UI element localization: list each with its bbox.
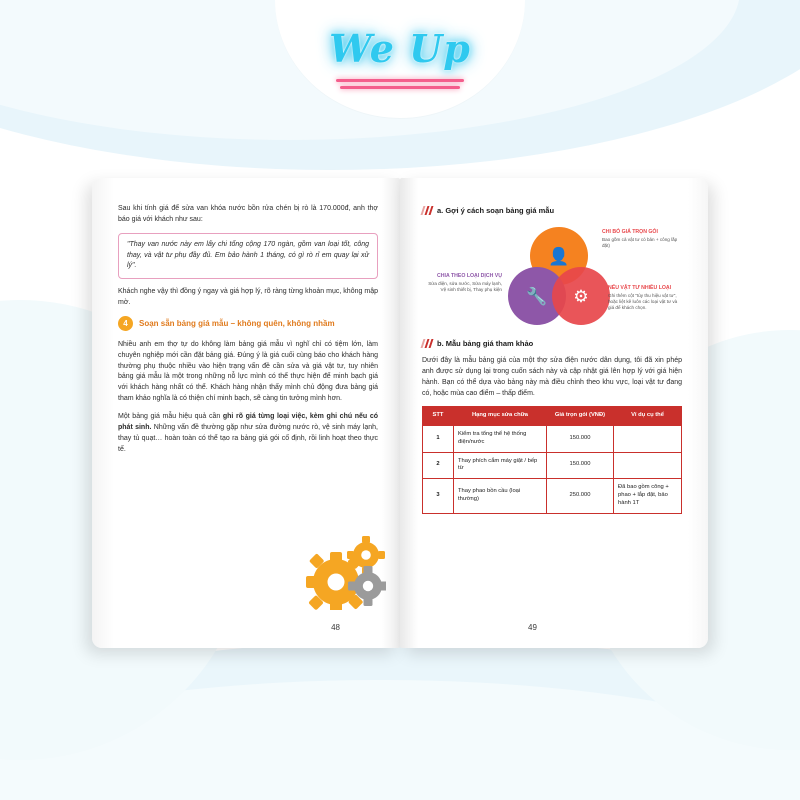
table-header-row [423, 407, 682, 426]
venn-circle-red [552, 267, 610, 325]
cell-stt: 1 [423, 425, 454, 452]
cell-example: Đã bao gồm công + phao + lắp đặt, bảo hành 1T [614, 479, 682, 513]
table-header-price: Giá trọn gói (VNĐ) [547, 407, 614, 426]
price-table [422, 406, 682, 513]
book-page-right [400, 178, 708, 648]
quote-text: "Thay van nước này em lấy chi tổng cộng 170 ngàn, gồm van loại tốt, công thay, và vật tư phụ đầy đủ. Em bảo hành 1 tháng, có gì rò rỉ em quay lại xử lý". [127, 240, 369, 270]
section-b-heading [422, 339, 682, 348]
body-paragraph-2 [118, 412, 378, 455]
body-paragraph-2-bold: ghi rõ giá từng loại việc, kèm ghi chú nếu có phát sinh. [118, 412, 379, 431]
brand-logo-text: We Up [329, 25, 471, 71]
book-page-left [92, 178, 400, 648]
cell-item: Thay phích cắm máy giặt / bếp từ [454, 452, 547, 479]
venn-label-orange [602, 229, 682, 249]
section-a-heading [422, 206, 682, 215]
section-title: Soạn sẵn bảng giá mẫu – không quên, không nhầm [139, 318, 335, 328]
body-paragraph-2-pre: Một bảng giá mẫu hiệu quả cần [118, 412, 223, 420]
table-header-stt: STT [423, 407, 454, 426]
table-header-item: Hạng mục sửa chữa [454, 407, 547, 426]
table-row [423, 479, 682, 513]
venn-label-red [608, 285, 684, 312]
cell-example [614, 425, 682, 452]
page-number-left: 48 [331, 623, 340, 632]
after-quote-paragraph: Khách nghe vậy thì đồng ý ngay và giá hợp lý, rõ ràng từng khoản mục, không mập mờ. [118, 288, 378, 307]
gears-decoration [296, 530, 386, 610]
cell-stt: 3 [423, 479, 454, 513]
venn-diagram [422, 223, 682, 333]
slash-marks-icon [421, 206, 434, 215]
table-row [423, 425, 682, 452]
venn-label-red-text: Ghi thêm cột "tùy thu hiệu vật tư", hoặc liệt kê luôn các loại vật tư và giá để khách chọn. [608, 293, 678, 311]
table-row [423, 452, 682, 479]
cell-stt: 2 [423, 452, 454, 479]
user-icon: 👤 [548, 246, 570, 266]
venn-label-orange-title: CHI BÓ GIÁ TRỌN GÓI [602, 229, 658, 235]
logo-underline-bar [336, 79, 464, 82]
gear-icon: ⚙ [573, 286, 589, 306]
cell-example [614, 452, 682, 479]
venn-label-red-title: NẾU VẬT TƯ NHIỀU LOẠI [608, 285, 672, 291]
cell-price: 150.000 [547, 425, 614, 452]
section-number-badge: 4 [118, 316, 133, 331]
cell-item: Thay phao bồn cầu (loại thường) [454, 479, 547, 513]
logo-underline-bar [340, 86, 460, 89]
venn-label-purple [424, 273, 502, 293]
section-b-title: b. Mẫu bảng giá tham khảo [437, 339, 534, 348]
page-number-right: 49 [528, 623, 537, 632]
cell-price: 250.000 [547, 479, 614, 513]
open-book [92, 178, 708, 648]
section-heading [118, 316, 378, 331]
body-paragraph-1: Nhiều anh em thợ tự do không làm bảng giá mẫu vì nghĩ chỉ có tiệm lớn, làm chuyên nghiệp mới cần đặt bảng giá. Đúng ý là giá cuối cùng báo cho khách hàng thường phụ thuộc nhiều vào hiện trạng vấn đề cần sửa và giá vật tư, tuy nhiên bảng giá mẫu là một trong những nỗ lực mình có thể thực hiện để minh bạch giá với khách hàng nhất có thể. Khách hàng nhận thấy mình chủ động đưa bảng giá tham khảo nghĩa là có thiện chí minh bạch, sẽ càng tin tưởng mình hơn. [118, 340, 378, 403]
cell-item: Kiểm tra tổng thể hệ thống điện/nước [454, 425, 547, 452]
intro-paragraph: Sau khi tính giá để sửa van khóa nước bồn rửa chén bị rò là 170.000đ, anh thợ báo giá với khách như sau: [118, 205, 378, 223]
wrench-icon: 🔧 [526, 286, 548, 306]
body-paragraph-2-post: Những vấn đề thường gặp như sửa đường nước rò, vệ sinh máy lạnh, thay tủ quạt… hoàn toàn có thể tạo ra bảng giá gói cố định, rồi linh hoạt theo thực tế. [118, 423, 378, 453]
venn-label-orange-text: Bao gồm cả vật tư có bản + công lắp đặt) [602, 237, 678, 249]
slash-marks-icon [421, 339, 434, 348]
section-b-paragraph: Dưới đây là mẫu bảng giá của một thợ sửa điện nước dân dụng, tôi đã xin phép anh được sử dụng lại trong cuốn sách này và cập nhật giá lên hợp lý với giá hiện hành. Bạn có thể dựa vào bảng này mà điều chỉnh theo khu vực, loại vật tư đang có, hoặc mùa cao điểm – thấp điểm. [422, 357, 682, 397]
cell-price: 150.000 [547, 452, 614, 479]
section-a-title: a. Gợi ý cách soạn bảng giá mẫu [437, 206, 555, 215]
table-header-example: Ví dụ cụ thể [614, 407, 682, 426]
quote-box [118, 233, 378, 280]
venn-label-purple-text: Sửa điện, sửa nước, Sửa máy lạnh, Vệ sinh thiết bị, Thay phụ kiện [428, 281, 502, 293]
venn-label-purple-title: CHIA THEO LOẠI DỊCH VỤ [437, 273, 502, 279]
